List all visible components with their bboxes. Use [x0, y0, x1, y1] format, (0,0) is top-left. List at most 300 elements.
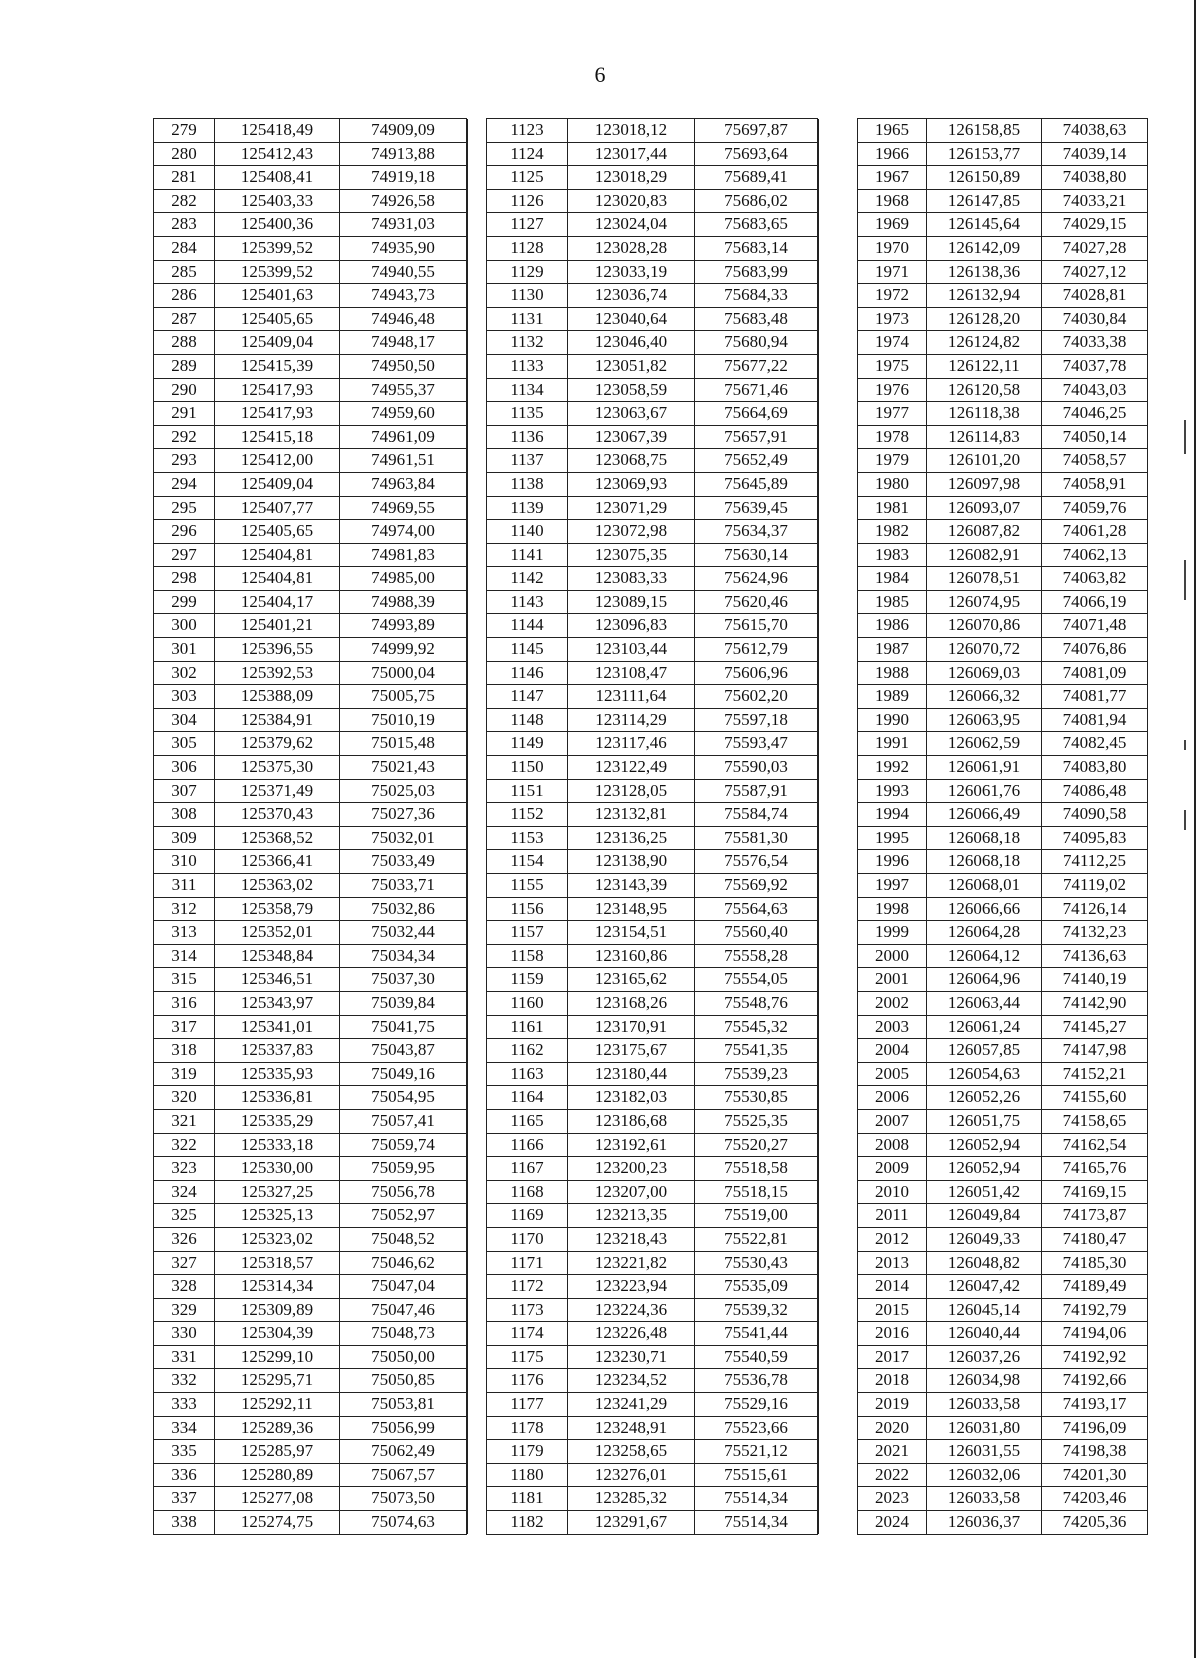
- point-number-cell: 1998: [858, 897, 927, 921]
- y-coordinate-cell: 75037,30: [340, 968, 467, 992]
- spacer-cell: [819, 142, 858, 166]
- spacer-cell: [468, 1322, 487, 1346]
- table-row: [468, 756, 818, 780]
- x-coordinate-cell: 126052,26: [927, 1086, 1042, 1110]
- x-coordinate-cell: 126052,94: [927, 1133, 1042, 1157]
- spacer-cell: [819, 968, 858, 992]
- table-row: [819, 189, 1148, 213]
- spacer-cell: [468, 921, 487, 945]
- spacer-cell: [819, 1251, 858, 1275]
- point-number-cell: 1141: [487, 543, 568, 567]
- spacer-cell: [819, 236, 858, 260]
- spacer-cell: [819, 1511, 858, 1535]
- x-coordinate-cell: 123180,44: [568, 1062, 695, 1086]
- table-row: [468, 991, 818, 1015]
- spacer-cell: [468, 1345, 487, 1369]
- x-coordinate-cell: 125335,29: [215, 1109, 340, 1133]
- y-coordinate-cell: 75062,49: [340, 1440, 467, 1464]
- y-coordinate-cell: 74959,60: [340, 402, 467, 426]
- y-coordinate-cell: 74145,27: [1042, 1015, 1148, 1039]
- table-row: [468, 119, 818, 143]
- table-row: [154, 1039, 467, 1063]
- point-number-cell: 1152: [487, 803, 568, 827]
- x-coordinate-cell: 126064,28: [927, 921, 1042, 945]
- y-coordinate-cell: 74083,80: [1042, 756, 1148, 780]
- spacer-cell: [819, 1133, 858, 1157]
- point-number-cell: 2004: [858, 1039, 927, 1063]
- table-row: [468, 425, 818, 449]
- point-number-cell: 288: [154, 331, 215, 355]
- point-number-cell: 1989: [858, 685, 927, 709]
- y-coordinate-cell: 74201,30: [1042, 1463, 1148, 1487]
- table-row: [819, 1487, 1148, 1511]
- point-number-cell: 293: [154, 449, 215, 473]
- point-number-cell: 2005: [858, 1062, 927, 1086]
- y-coordinate-cell: 75683,99: [695, 260, 818, 284]
- spacer-cell: [819, 331, 858, 355]
- point-number-cell: 320: [154, 1086, 215, 1110]
- table-row: [819, 850, 1148, 874]
- x-coordinate-cell: 126040,44: [927, 1322, 1042, 1346]
- point-number-cell: 284: [154, 236, 215, 260]
- y-coordinate-cell: 74194,06: [1042, 1322, 1148, 1346]
- point-number-cell: 1143: [487, 590, 568, 614]
- x-coordinate-cell: 123036,74: [568, 284, 695, 308]
- x-coordinate-cell: 123248,91: [568, 1416, 695, 1440]
- point-number-cell: 309: [154, 826, 215, 850]
- x-coordinate-cell: 125408,41: [215, 166, 340, 190]
- y-coordinate-cell: 74027,12: [1042, 260, 1148, 284]
- table-row: [819, 1109, 1148, 1133]
- point-number-cell: 1980: [858, 472, 927, 496]
- point-number-cell: 1127: [487, 213, 568, 237]
- spacer-cell: [819, 874, 858, 898]
- spacer-cell: [819, 567, 858, 591]
- coordinates-block-1: [153, 118, 467, 1535]
- table-row: [154, 1275, 467, 1299]
- x-coordinate-cell: 125299,10: [215, 1345, 340, 1369]
- point-number-cell: 336: [154, 1463, 215, 1487]
- x-coordinate-cell: 126097,98: [927, 472, 1042, 496]
- spacer-cell: [819, 1463, 858, 1487]
- point-number-cell: 2016: [858, 1322, 927, 1346]
- x-coordinate-cell: 123067,39: [568, 425, 695, 449]
- point-number-cell: 1176: [487, 1369, 568, 1393]
- spacer-cell: [468, 284, 487, 308]
- x-coordinate-cell: 126063,95: [927, 708, 1042, 732]
- x-coordinate-cell: 125405,65: [215, 520, 340, 544]
- page-number: 6: [594, 62, 606, 87]
- x-coordinate-cell: 123182,03: [568, 1086, 695, 1110]
- spacer-cell: [468, 354, 487, 378]
- spacer-cell: [819, 1369, 858, 1393]
- x-coordinate-cell: 125379,62: [215, 732, 340, 756]
- y-coordinate-cell: 75664,69: [695, 402, 818, 426]
- y-coordinate-cell: 75620,46: [695, 590, 818, 614]
- x-coordinate-cell: 125399,52: [215, 236, 340, 260]
- table-row: [468, 826, 818, 850]
- x-coordinate-cell: 126145,64: [927, 213, 1042, 237]
- x-coordinate-cell: 123063,67: [568, 402, 695, 426]
- y-coordinate-cell: 74038,63: [1042, 119, 1148, 143]
- point-number-cell: 337: [154, 1487, 215, 1511]
- point-number-cell: 1968: [858, 189, 927, 213]
- table-row: [819, 496, 1148, 520]
- spacer-cell: [468, 1157, 487, 1181]
- spacer-cell: [819, 638, 858, 662]
- y-coordinate-cell: 75054,95: [340, 1086, 467, 1110]
- x-coordinate-cell: 123117,46: [568, 732, 695, 756]
- y-coordinate-cell: 74119,02: [1042, 874, 1148, 898]
- point-number-cell: 1129: [487, 260, 568, 284]
- y-coordinate-cell: 75052,97: [340, 1204, 467, 1228]
- y-coordinate-cell: 75033,49: [340, 850, 467, 874]
- point-number-cell: 1984: [858, 567, 927, 591]
- point-number-cell: 2001: [858, 968, 927, 992]
- point-number-cell: 310: [154, 850, 215, 874]
- point-number-cell: 2019: [858, 1393, 927, 1417]
- y-coordinate-cell: 75612,79: [695, 638, 818, 662]
- y-coordinate-cell: 75593,47: [695, 732, 818, 756]
- x-coordinate-cell: 125295,71: [215, 1369, 340, 1393]
- table-row: [468, 520, 818, 544]
- y-coordinate-cell: 74961,51: [340, 449, 467, 473]
- x-coordinate-cell: 125415,39: [215, 354, 340, 378]
- y-coordinate-cell: 75514,34: [695, 1511, 818, 1535]
- x-coordinate-cell: 123075,35: [568, 543, 695, 567]
- y-coordinate-cell: 75590,03: [695, 756, 818, 780]
- y-coordinate-cell: 74063,82: [1042, 567, 1148, 591]
- table-row: [154, 1086, 467, 1110]
- table-row: [819, 1015, 1148, 1039]
- x-coordinate-cell: 125337,83: [215, 1039, 340, 1063]
- x-coordinate-cell: 126063,44: [927, 991, 1042, 1015]
- table-row: [154, 119, 467, 143]
- table-row: [154, 1369, 467, 1393]
- y-coordinate-cell: 75587,91: [695, 779, 818, 803]
- point-number-cell: 306: [154, 756, 215, 780]
- spacer-cell: [468, 826, 487, 850]
- x-coordinate-cell: 125285,97: [215, 1440, 340, 1464]
- table-row: [154, 944, 467, 968]
- x-coordinate-cell: 126051,42: [927, 1180, 1042, 1204]
- table-row: [154, 142, 467, 166]
- x-coordinate-cell: 125333,18: [215, 1133, 340, 1157]
- table-row: [154, 1133, 467, 1157]
- table-row: [154, 378, 467, 402]
- x-coordinate-cell: 125401,63: [215, 284, 340, 308]
- y-coordinate-cell: 74058,91: [1042, 472, 1148, 496]
- table-row: [154, 661, 467, 685]
- spacer-cell: [819, 472, 858, 496]
- spacer-cell: [819, 520, 858, 544]
- table-row: [154, 1298, 467, 1322]
- y-coordinate-cell: 75536,78: [695, 1369, 818, 1393]
- y-coordinate-cell: 75569,92: [695, 874, 818, 898]
- y-coordinate-cell: 74198,38: [1042, 1440, 1148, 1464]
- spacer-cell: [819, 1086, 858, 1110]
- point-number-cell: 1161: [487, 1015, 568, 1039]
- x-coordinate-cell: 125366,41: [215, 850, 340, 874]
- y-coordinate-cell: 75518,58: [695, 1157, 818, 1181]
- spacer-cell: [819, 1416, 858, 1440]
- point-number-cell: 1178: [487, 1416, 568, 1440]
- spacer-cell: [468, 756, 487, 780]
- table-row: [468, 402, 818, 426]
- x-coordinate-cell: 126061,24: [927, 1015, 1042, 1039]
- spacer-cell: [468, 1109, 487, 1133]
- x-coordinate-cell: 126061,91: [927, 756, 1042, 780]
- table-row: [154, 732, 467, 756]
- y-coordinate-cell: 75639,45: [695, 496, 818, 520]
- y-coordinate-cell: 75683,48: [695, 307, 818, 331]
- x-coordinate-cell: 123175,67: [568, 1039, 695, 1063]
- x-coordinate-cell: 125323,02: [215, 1227, 340, 1251]
- x-coordinate-cell: 123103,44: [568, 638, 695, 662]
- y-coordinate-cell: 74185,30: [1042, 1251, 1148, 1275]
- spacer-cell: [819, 378, 858, 402]
- table-row: [154, 189, 467, 213]
- table-row: [154, 402, 467, 426]
- table-row: [468, 897, 818, 921]
- y-coordinate-cell: 74196,09: [1042, 1416, 1148, 1440]
- point-number-cell: 302: [154, 661, 215, 685]
- spacer-cell: [819, 402, 858, 426]
- y-coordinate-cell: 75684,33: [695, 284, 818, 308]
- table-row: [819, 1511, 1148, 1535]
- x-coordinate-cell: 123221,82: [568, 1251, 695, 1275]
- point-number-cell: 1167: [487, 1157, 568, 1181]
- margin-mark: [1184, 560, 1186, 600]
- point-number-cell: 1132: [487, 331, 568, 355]
- y-coordinate-cell: 74203,46: [1042, 1487, 1148, 1511]
- y-coordinate-cell: 75050,85: [340, 1369, 467, 1393]
- table-row: [468, 543, 818, 567]
- y-coordinate-cell: 75541,35: [695, 1039, 818, 1063]
- point-number-cell: 332: [154, 1369, 215, 1393]
- y-coordinate-cell: 75548,76: [695, 991, 818, 1015]
- point-number-cell: 1986: [858, 614, 927, 638]
- point-number-cell: 2008: [858, 1133, 927, 1157]
- table-row: [468, 708, 818, 732]
- x-coordinate-cell: 126138,36: [927, 260, 1042, 284]
- point-number-cell: 1965: [858, 119, 927, 143]
- point-number-cell: 1990: [858, 708, 927, 732]
- x-coordinate-cell: 126093,07: [927, 496, 1042, 520]
- y-coordinate-cell: 75046,62: [340, 1251, 467, 1275]
- point-number-cell: 1124: [487, 142, 568, 166]
- point-number-cell: 1135: [487, 402, 568, 426]
- x-coordinate-cell: 126031,55: [927, 1440, 1042, 1464]
- x-coordinate-cell: 123165,62: [568, 968, 695, 992]
- x-coordinate-cell: 123069,93: [568, 472, 695, 496]
- y-coordinate-cell: 74033,21: [1042, 189, 1148, 213]
- table-row: [819, 944, 1148, 968]
- table-row: [468, 874, 818, 898]
- y-coordinate-cell: 74147,98: [1042, 1039, 1148, 1063]
- y-coordinate-cell: 75630,14: [695, 543, 818, 567]
- point-number-cell: 2022: [858, 1463, 927, 1487]
- x-coordinate-cell: 126101,20: [927, 449, 1042, 473]
- y-coordinate-cell: 75545,32: [695, 1015, 818, 1039]
- x-coordinate-cell: 125274,75: [215, 1511, 340, 1535]
- y-coordinate-cell: 74081,94: [1042, 708, 1148, 732]
- point-number-cell: 1168: [487, 1180, 568, 1204]
- table-row: [154, 213, 467, 237]
- x-coordinate-cell: 126033,58: [927, 1393, 1042, 1417]
- x-coordinate-cell: 126120,58: [927, 378, 1042, 402]
- x-coordinate-cell: 125304,39: [215, 1322, 340, 1346]
- spacer-cell: [819, 1180, 858, 1204]
- point-number-cell: 338: [154, 1511, 215, 1535]
- x-coordinate-cell: 126047,42: [927, 1275, 1042, 1299]
- x-coordinate-cell: 126068,18: [927, 850, 1042, 874]
- y-coordinate-cell: 74086,48: [1042, 779, 1148, 803]
- y-coordinate-cell: 74993,89: [340, 614, 467, 638]
- table-row: [468, 567, 818, 591]
- y-coordinate-cell: 75652,49: [695, 449, 818, 473]
- spacer-cell: [819, 1298, 858, 1322]
- y-coordinate-cell: 74066,19: [1042, 590, 1148, 614]
- y-coordinate-cell: 74909,09: [340, 119, 467, 143]
- point-number-cell: 1967: [858, 166, 927, 190]
- table-row: [819, 732, 1148, 756]
- table-row: [819, 921, 1148, 945]
- y-coordinate-cell: 75041,75: [340, 1015, 467, 1039]
- point-number-cell: 1172: [487, 1275, 568, 1299]
- spacer-cell: [468, 1393, 487, 1417]
- spacer-cell: [468, 189, 487, 213]
- x-coordinate-cell: 125418,49: [215, 119, 340, 143]
- y-coordinate-cell: 75539,32: [695, 1298, 818, 1322]
- y-coordinate-cell: 74152,21: [1042, 1062, 1148, 1086]
- table-row: [819, 1393, 1148, 1417]
- table-row: [468, 213, 818, 237]
- table-row: [468, 850, 818, 874]
- point-number-cell: 1126: [487, 189, 568, 213]
- point-number-cell: 1169: [487, 1204, 568, 1228]
- spacer-cell: [468, 732, 487, 756]
- table-row: [819, 260, 1148, 284]
- point-number-cell: 313: [154, 921, 215, 945]
- point-number-cell: 318: [154, 1039, 215, 1063]
- y-coordinate-cell: 75683,14: [695, 236, 818, 260]
- y-coordinate-cell: 75074,63: [340, 1511, 467, 1535]
- x-coordinate-cell: 125280,89: [215, 1463, 340, 1487]
- spacer-cell: [468, 1487, 487, 1511]
- point-number-cell: 327: [154, 1251, 215, 1275]
- table-row: [468, 449, 818, 473]
- spacer-cell: [468, 1298, 487, 1322]
- spacer-cell: [468, 1062, 487, 1086]
- spacer-cell: [819, 260, 858, 284]
- y-coordinate-cell: 74037,78: [1042, 354, 1148, 378]
- y-coordinate-cell: 75634,37: [695, 520, 818, 544]
- table-row: [154, 803, 467, 827]
- table-row: [154, 1227, 467, 1251]
- table-row: [154, 166, 467, 190]
- point-number-cell: 1179: [487, 1440, 568, 1464]
- point-number-cell: 1144: [487, 614, 568, 638]
- table-row: [819, 826, 1148, 850]
- point-number-cell: 1142: [487, 567, 568, 591]
- point-number-cell: 1981: [858, 496, 927, 520]
- x-coordinate-cell: 123136,25: [568, 826, 695, 850]
- x-coordinate-cell: 123083,33: [568, 567, 695, 591]
- table-row: [154, 1062, 467, 1086]
- table-row: [154, 590, 467, 614]
- x-coordinate-cell: 126052,94: [927, 1157, 1042, 1181]
- x-coordinate-cell: 123226,48: [568, 1322, 695, 1346]
- x-coordinate-cell: 123192,61: [568, 1133, 695, 1157]
- table-row: [468, 354, 818, 378]
- point-number-cell: 1972: [858, 284, 927, 308]
- y-coordinate-cell: 75576,54: [695, 850, 818, 874]
- point-number-cell: 1992: [858, 756, 927, 780]
- table-row: [819, 991, 1148, 1015]
- table-row: [819, 1463, 1148, 1487]
- spacer-cell: [468, 260, 487, 284]
- spacer-cell: [468, 1511, 487, 1535]
- x-coordinate-cell: 125415,18: [215, 425, 340, 449]
- y-coordinate-cell: 75059,95: [340, 1157, 467, 1181]
- point-number-cell: 1166: [487, 1133, 568, 1157]
- table-row: [154, 472, 467, 496]
- y-coordinate-cell: 75034,34: [340, 944, 467, 968]
- table-row: [819, 543, 1148, 567]
- x-coordinate-cell: 123051,82: [568, 354, 695, 378]
- y-coordinate-cell: 75677,22: [695, 354, 818, 378]
- point-number-cell: 299: [154, 590, 215, 614]
- x-coordinate-cell: 125400,36: [215, 213, 340, 237]
- y-coordinate-cell: 74059,76: [1042, 496, 1148, 520]
- x-coordinate-cell: 125346,51: [215, 968, 340, 992]
- x-coordinate-cell: 126150,89: [927, 166, 1042, 190]
- x-coordinate-cell: 126048,82: [927, 1251, 1042, 1275]
- x-coordinate-cell: 125412,00: [215, 449, 340, 473]
- y-coordinate-cell: 74090,58: [1042, 803, 1148, 827]
- y-coordinate-cell: 75514,34: [695, 1487, 818, 1511]
- spacer-cell: [819, 1204, 858, 1228]
- spacer-cell: [468, 331, 487, 355]
- x-coordinate-cell: 123224,36: [568, 1298, 695, 1322]
- y-coordinate-cell: 75683,65: [695, 213, 818, 237]
- x-coordinate-cell: 126033,58: [927, 1487, 1042, 1511]
- table-row: [468, 1322, 818, 1346]
- spacer-cell: [468, 779, 487, 803]
- y-coordinate-cell: 75043,87: [340, 1039, 467, 1063]
- table-row: [468, 1039, 818, 1063]
- y-coordinate-cell: 75015,48: [340, 732, 467, 756]
- table-row: [819, 968, 1148, 992]
- spacer-cell: [468, 614, 487, 638]
- spacer-cell: [468, 1369, 487, 1393]
- point-number-cell: 1971: [858, 260, 927, 284]
- point-number-cell: 1175: [487, 1345, 568, 1369]
- y-coordinate-cell: 75048,73: [340, 1322, 467, 1346]
- table-row: [154, 1157, 467, 1181]
- table-row: [819, 119, 1148, 143]
- point-number-cell: 1994: [858, 803, 927, 827]
- spacer-cell: [468, 520, 487, 544]
- x-coordinate-cell: 123138,90: [568, 850, 695, 874]
- point-number-cell: 1985: [858, 590, 927, 614]
- spacer-cell: [468, 1204, 487, 1228]
- y-coordinate-cell: 75047,46: [340, 1298, 467, 1322]
- point-number-cell: 1131: [487, 307, 568, 331]
- point-number-cell: 1140: [487, 520, 568, 544]
- x-coordinate-cell: 126066,49: [927, 803, 1042, 827]
